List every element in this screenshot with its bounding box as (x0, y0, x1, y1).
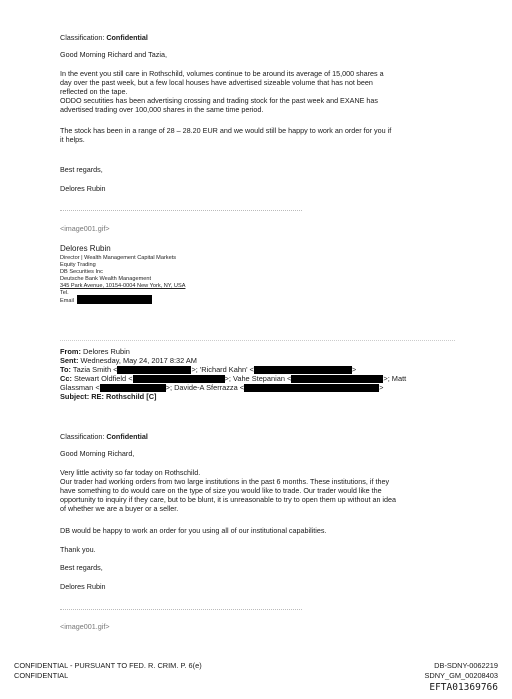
cc-recipient-3-name: Glassman < (60, 383, 100, 393)
cc-label: Cc: (60, 374, 72, 384)
sender-name-2: Delores Rubin (60, 582, 106, 591)
sent-label: Sent: (60, 356, 79, 365)
redaction-box (254, 366, 352, 374)
to-label: To: (60, 365, 71, 374)
email-label: Email (60, 297, 74, 304)
header-sent (60, 356, 406, 365)
signature-dept: Equity Trading (60, 262, 96, 268)
redaction-box (117, 366, 191, 374)
efta-number: EFTA01369766 (429, 682, 498, 693)
cc-recipient-4: >; Davide-A Sferrazza < (165, 383, 245, 393)
footer-confidential-notice: CONFIDENTIAL - PURSUANT TO FED. R. CRIM. P. 6(e) (14, 661, 202, 670)
greeting-2: Good Morning Richard, (60, 449, 135, 458)
divider (60, 609, 302, 610)
header-cc-cont (60, 383, 406, 392)
text-line: advertised trading over 100,000 shares in the same time period. (60, 105, 264, 114)
header-subject (60, 392, 406, 401)
classification-value: Confidential (106, 432, 148, 441)
footer-right (424, 661, 498, 681)
tel-label: Tel. (60, 290, 69, 296)
footer-confidential: CONFIDENTIAL (14, 671, 69, 680)
email2-paragraph-2: DB would be happy to work an order for you using all of our institutional capabilities. (60, 526, 327, 535)
text-line: it helps. (60, 135, 85, 144)
signature-company: DB Securities Inc (60, 269, 103, 275)
header-to (60, 365, 406, 374)
sent-value: Wednesday, May 24, 2017 8:32 AM (80, 356, 197, 365)
image-placeholder-2: <image001.gif> (60, 622, 110, 631)
image-placeholder-1: <image001.gif> (60, 224, 110, 233)
footer-left (14, 661, 202, 681)
signature-address: 345 Park Avenue, 10154-0004 New York, NY, USA (60, 283, 186, 289)
classification-label: Classification: (60, 33, 105, 42)
subject-label: Subject: (60, 392, 90, 402)
to-recipient-1: Tazia Smith < (72, 365, 118, 374)
redaction-box (77, 295, 152, 304)
from-value: Delores Rubin (83, 347, 130, 356)
redaction-box (291, 375, 383, 383)
classification-line-2 (60, 432, 148, 441)
closing-2: Best regards, (60, 563, 103, 572)
email-header (60, 347, 406, 401)
text-line: of whether we are a buyer or a seller. (60, 504, 179, 513)
closing-1: Best regards, (60, 165, 103, 174)
cc-end: > (379, 383, 384, 393)
to-recipient-2: >; 'Richard Kahn' < (191, 365, 254, 374)
classification-label: Classification: (60, 432, 105, 441)
header-from (60, 347, 406, 356)
text-line: reflected on the tape. (60, 87, 128, 96)
cc-recipient-2: >; Vahe Stepanian < (224, 374, 292, 384)
bates-number-2: SDNY_GM_00208403 (424, 671, 498, 680)
text-line: In the event you still care in Rothschild, volumes continue to be around its average of 15,000 shares a (60, 69, 384, 78)
greeting-1: Good Morning Richard and Tazia, (60, 50, 167, 59)
text-line: Our trader had working orders from two large institutions in the past 6 months. These institutions, if they (60, 477, 390, 486)
redaction-box (100, 384, 166, 392)
email1-paragraph-1 (60, 69, 384, 114)
cc-recipient-3: >; Matt (383, 374, 407, 384)
text-line: Very little activity so far today on Rothschild. (60, 468, 201, 477)
divider (60, 210, 302, 211)
signature-name: Delores Rubin (60, 244, 111, 253)
redaction-box (244, 384, 379, 392)
divider (60, 340, 455, 341)
email2-paragraph-1 (60, 468, 396, 513)
text-line: ODDO secutities has been advertising crossing and trading stock for the past week and EXANE has (60, 96, 379, 105)
text-line: opportunity to inquiry if they care, but to be blunt, it is unreasonable to try to open them up without an idea (60, 495, 397, 504)
classification-line-1 (60, 33, 148, 42)
thanks: Thank you. (60, 545, 96, 554)
subject-value: RE: Rothschild [C] (91, 392, 157, 402)
signature-division: Deutsche Bank Wealth Management (60, 276, 152, 282)
text-line: The stock has been in a range of 28 – 28.20 EUR and we would still be happy to work an order for you if (60, 126, 392, 135)
cc-recipient-1: Stewart Oldfield < (73, 374, 133, 384)
text-line: have something to do would care on the type of size you would like to trade. Our trader would like the (60, 486, 382, 495)
email1-paragraph-2 (60, 126, 391, 144)
text-line: day over the past week, but a few local houses have advertised sizeable volume that has not been (60, 78, 373, 87)
to-end: > (351, 365, 357, 374)
sender-name-1: Delores Rubin (60, 184, 106, 193)
redaction-box (133, 375, 225, 383)
header-cc (60, 374, 406, 383)
signature-title: Director | Wealth Management Capital Markets (60, 255, 177, 261)
from-label: From: (60, 347, 81, 356)
classification-value: Confidential (106, 33, 148, 42)
bates-number-1: DB-SDNY-0062219 (434, 661, 498, 670)
